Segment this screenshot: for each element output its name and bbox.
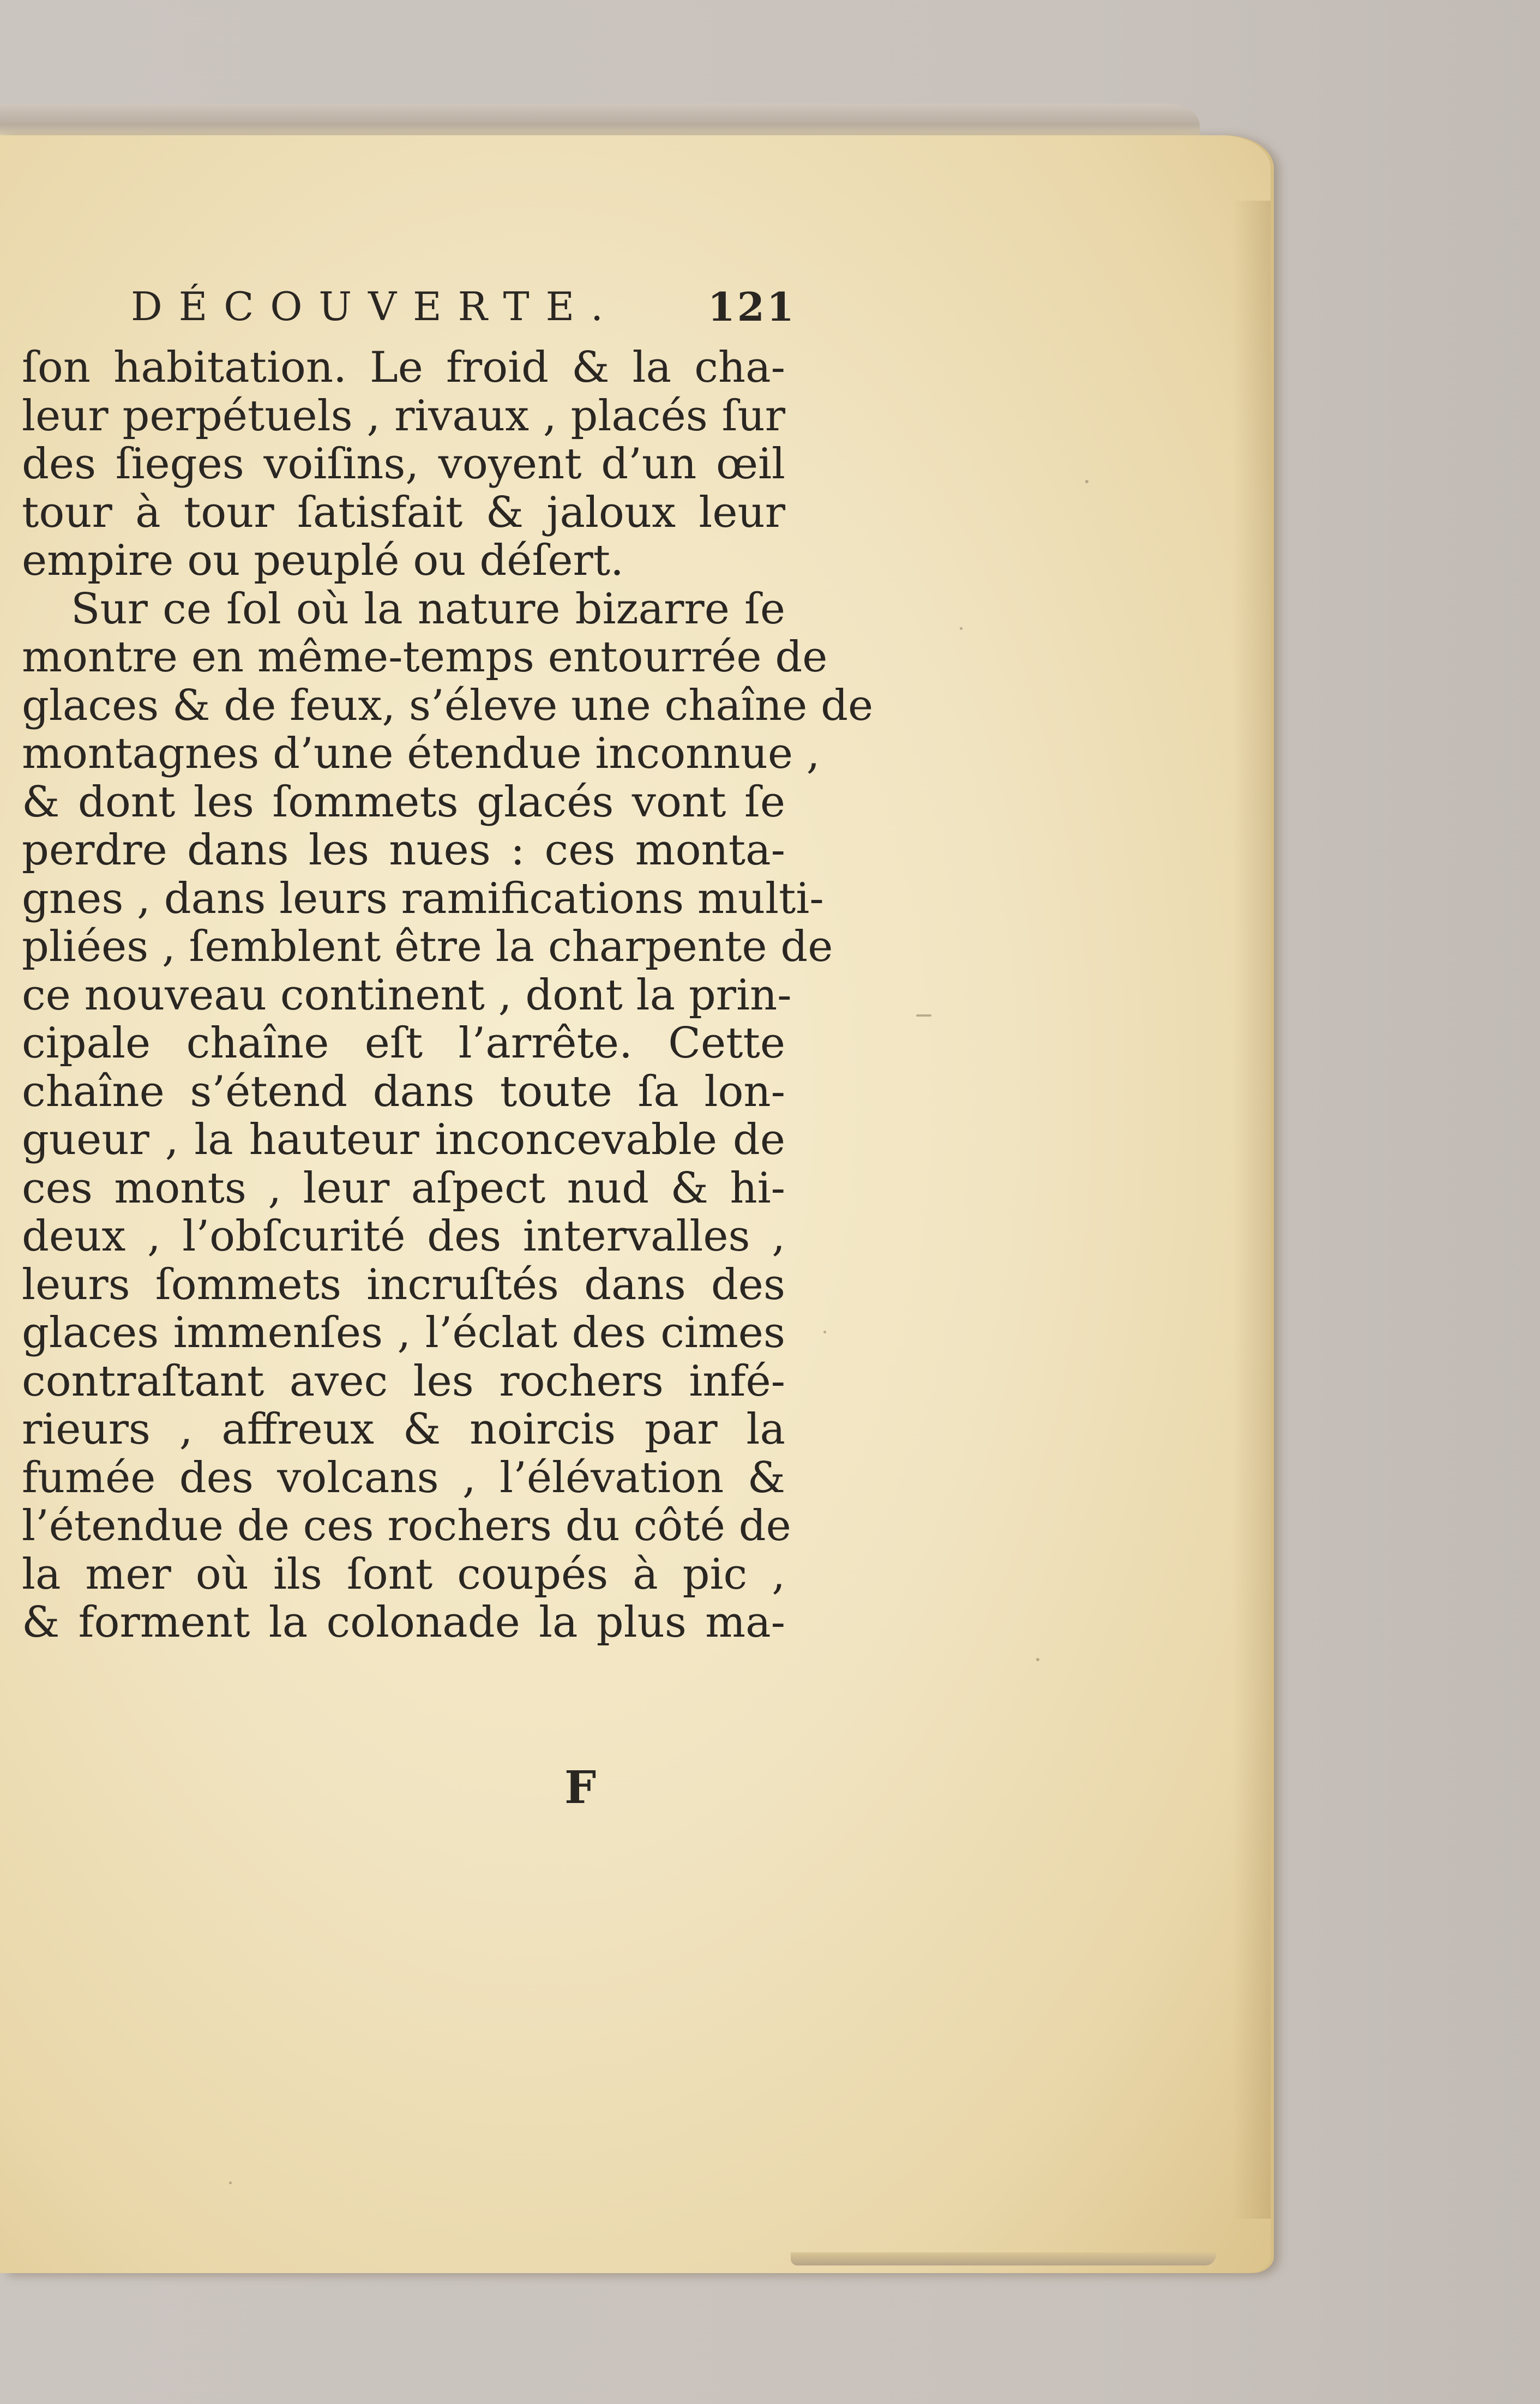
text-line: & forment la colonade la plus ma- bbox=[22, 1598, 785, 1647]
text-line: glaces & de feux, s’éleve une chaîne de bbox=[22, 681, 874, 730]
text-line: montagnes d’une étendue inconnue , bbox=[22, 729, 820, 778]
text-line: gnes , dans leurs ramifications multi- bbox=[22, 874, 824, 923]
page-right-edge bbox=[1232, 201, 1271, 2219]
text-line: gueur , la hauteur inconcevable de bbox=[22, 1115, 785, 1164]
paper-speck bbox=[1036, 1658, 1039, 1661]
text-line: ſon habitation. Le froid & la cha- bbox=[22, 343, 785, 392]
text-line: leur perpétuels , rivaux , placés ſur bbox=[22, 391, 785, 441]
running-head-title: DÉCOUVERTE. bbox=[131, 284, 620, 329]
paper-speck bbox=[960, 627, 962, 630]
text-line: fumée des volcans , l’élévation & bbox=[22, 1453, 785, 1502]
paper-speck bbox=[1085, 480, 1088, 483]
running-head bbox=[131, 284, 796, 344]
text-line: la mer où ils ſont coupés à pic , bbox=[22, 1549, 785, 1599]
text-line: Sur ce ſol où la nature bizarre ſe bbox=[71, 584, 785, 634]
paper-speck bbox=[916, 1014, 931, 1017]
text-line: tour à tour ſatisfait & jaloux leur bbox=[22, 488, 785, 537]
text-line: montre en même-temps entourrée de bbox=[22, 633, 828, 682]
paper-speck bbox=[229, 2181, 232, 2184]
text-line: ces monts , leur aſpect nud & hi- bbox=[22, 1163, 785, 1213]
text-line: ce nouveau continent , dont la prin- bbox=[22, 970, 792, 1020]
text-line: deux , l’obſcurité des intervalles , bbox=[22, 1212, 785, 1261]
text-line: l’étendue de ces rochers du côté de bbox=[22, 1501, 791, 1550]
text-line: glaces immenſes , l’éclat des cimes bbox=[22, 1308, 785, 1357]
text-line: chaîne s’étend dans toute ſa lon- bbox=[22, 1067, 785, 1116]
page-number: 121 bbox=[707, 284, 796, 330]
text-line: & dont les ſommets glacés vont ſe bbox=[22, 777, 785, 827]
text-line: rieurs , affreux & noircis par la bbox=[22, 1405, 785, 1454]
text-line: empire ou peuplé ou déſert. bbox=[22, 536, 624, 585]
text-line: contraſtant avec les rochers infé- bbox=[22, 1356, 785, 1406]
page-bottom-edge bbox=[791, 2252, 1216, 2265]
text-line: pliées , ſemblent être la charpente de bbox=[22, 922, 833, 971]
text-line: des ſieges voiſins, voyent d’un œil bbox=[22, 440, 785, 489]
text-line: leurs ſommets incruſtés dans des bbox=[22, 1260, 785, 1309]
catchword-signature: F bbox=[564, 1762, 597, 1814]
body-text bbox=[22, 343, 874, 1647]
text-line: cipale chaîne eſt l’arrête. Cette bbox=[22, 1019, 785, 1068]
paper-speck bbox=[823, 1331, 826, 1333]
text-line: perdre dans les nues : ces monta- bbox=[22, 826, 785, 875]
